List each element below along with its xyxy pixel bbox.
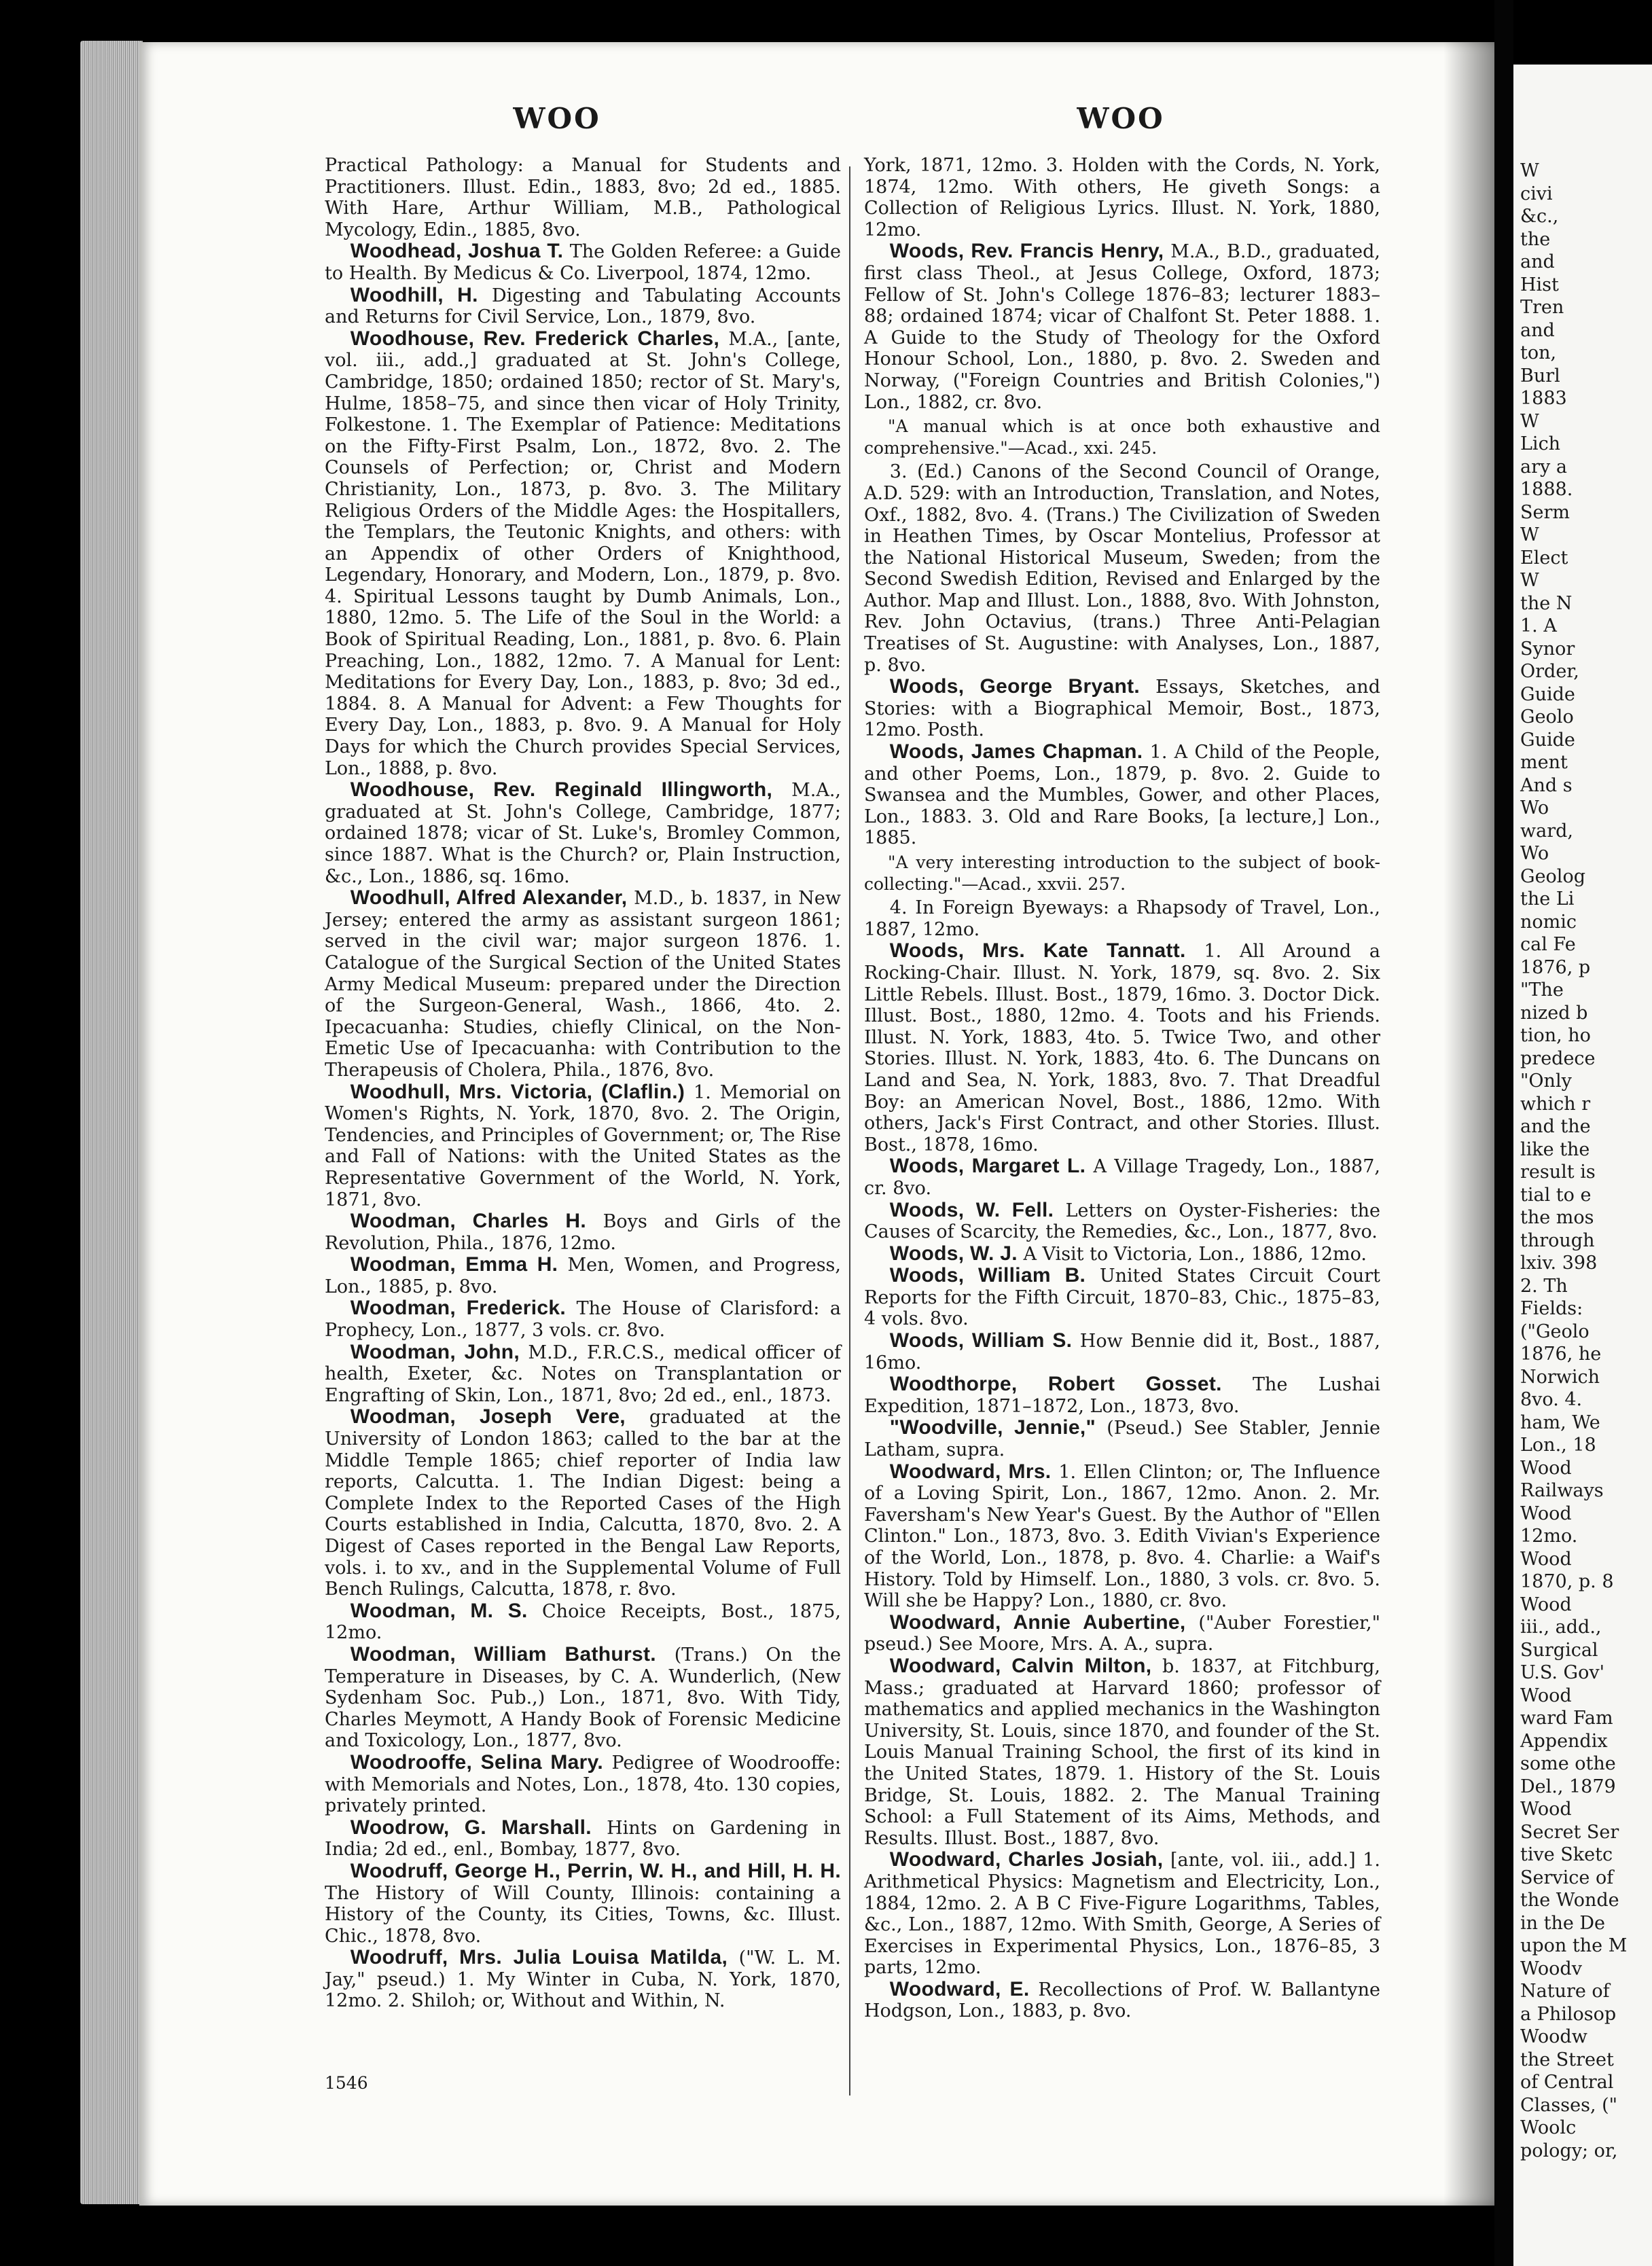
entry-heading: Woodward, Annie Aubertine, <box>889 1611 1186 1634</box>
entry-text: The House of Clarisford: a Prophecy, Lon., 1877, 3 vols. cr. 8vo. <box>325 1298 842 1342</box>
next-page-fragment: Guide <box>1520 729 1575 751</box>
next-page-fragment: the <box>1520 228 1551 250</box>
entry-heading: Woods, William B. <box>889 1264 1086 1287</box>
entry-heading: Woodward, Calvin Milton, <box>889 1654 1152 1677</box>
next-page-fragment: Wood <box>1520 1799 1572 1820</box>
entry-heading: Woodhull, Mrs. Victoria, (Claflin.) <box>350 1080 685 1103</box>
entry-text: 1. All Around a Rocking-Chair. Illust. N. York, 1879, sq. 8vo. 2. Six Little Rebels. Illust. Bost., 1879, 16mo. 3. Doctor Dick. Illust. Bost., 1880, 12mo. 4. Toots and his Friends. Illust. N. York, 1883, 4to. 5. Twice Two, and other Stories. Illust. N. York, 1883, 4to. 6. The Duncans on Land and Sea, N. York, 1883, 8vo. 7. That Dreadful Boy: an American Novel, Bost., 1886, 12mo. With others, Jack's First Contract, and other Stories. Illust. Bost., 1878, 16mo. <box>864 941 1380 1155</box>
entry-text: M.D., F.R.C.S., medical officer of health, Exeter, &c. Notes on Transplantation or Engrafting of Skin, Lon., 1871, 8vo; 2d ed., enl., 1873. <box>325 1342 841 1406</box>
next-page-fragment: Railways <box>1520 1480 1604 1501</box>
next-page-fragment: nized b <box>1520 1002 1588 1024</box>
bibliography-entry <box>325 1600 841 1644</box>
entry-text: M.D., b. 1837, in New Jersey; entered the army as assistant surgeon 1861; served in the civil war; major surgeon 1876. 1. Catalogue of the Surgical Section of the United States Army Medical Museum: prepared under the Direction of the Surgeon-General, Wash., 1866, 4to. 2. Ipecacuanha: Studies, chiefly Clinical, on the Non-Emetic Use of Ipecacuanha: with Contribution to the Therapeusis of Cholera, Phila., 1876, 8vo. <box>325 888 841 1081</box>
entry-heading: Woodman, Charles H. <box>350 1210 586 1233</box>
bibliography-entry <box>864 1417 1380 1460</box>
bibliography-entry <box>864 155 1380 240</box>
next-page-fragment: which r <box>1520 1093 1591 1115</box>
next-page-fragment: ward, <box>1520 820 1573 842</box>
next-page-fragment: Secret Ser <box>1520 1821 1619 1843</box>
bibliography-entry <box>864 240 1380 413</box>
next-page-fragment: upon the M <box>1520 1935 1628 1956</box>
entry-text: The Lushai Expedition, 1871–1872, Lon., 1873, 8vo. <box>864 1374 1380 1417</box>
next-page-fragment: &c., <box>1520 206 1559 227</box>
next-page-fragment: 12mo. <box>1520 1526 1578 1547</box>
entry-text: M.A., graduated at St. John's College, Cambridge, 1877; ordained 1878; vicar of St. Luke's, Bromley Common, since 1887. What is the Church? or, Plain Instruction, &c., Lon., 1886, sq. 16mo. <box>325 780 841 887</box>
next-page-fragment: Wood <box>1520 1594 1572 1615</box>
next-page-fragment: cal Fe <box>1520 934 1576 955</box>
entry-text: Choice Receipts, Bost., 1875, 12mo. <box>325 1600 841 1644</box>
next-page-fragment: ward Fam <box>1520 1708 1613 1729</box>
next-page-fragment: Woodw <box>1520 2026 1587 2047</box>
entry-text: Essays, Sketches, and Stories: with a Biographical Memoir, Bost., 1873, 12mo. Posth. <box>864 677 1380 741</box>
next-page-fragment: and <box>1520 319 1555 341</box>
entry-heading: Woods, Margaret L. <box>889 1155 1086 1178</box>
entry-heading: Woods, William S. <box>889 1329 1073 1352</box>
next-page-fragment: 1883 <box>1520 388 1567 409</box>
running-head-right: WOO <box>1077 102 1165 135</box>
running-head-left: WOO <box>513 102 601 135</box>
next-page-fragment: W <box>1520 410 1539 432</box>
next-page-fragment: and the <box>1520 1116 1591 1137</box>
entry-text: How Bennie did it, Bost., 1887, 16mo. <box>864 1331 1380 1373</box>
entry-heading: Woodward, Charles Josiah, <box>889 1848 1164 1871</box>
entry-text: [ante, vol. iii., add.] 1. Arithmetical Physics: Magnetism and Electricity, Lon., 1884, 12mo. 2. A B C Five-Figure Logarithms, Tables, &c., Lon., 1887, 12mo. With Smith, George, A Series of Exercises in Experimental Physics, Lon., 1876–85, 3 parts, 12mo. <box>864 1850 1380 1979</box>
bibliography-entry <box>325 155 841 240</box>
entry-text: (Pseud.) See Stabler, Jennie Latham, supra. <box>864 1418 1380 1461</box>
next-page-fragment: through <box>1520 1229 1595 1251</box>
entry-text: 4. In Foreign Byeways: a Rhapsody of Travel, Lon., 1887, 12mo. <box>864 897 1380 940</box>
page-number: 1546 <box>325 2073 368 2093</box>
next-page-fragment: civi <box>1520 183 1553 204</box>
next-page-fragment: 2. Th <box>1520 1275 1568 1297</box>
bibliography-entry <box>864 1849 1380 1979</box>
entry-heading: Woodhill, H. <box>350 283 478 306</box>
next-page-fragment: W <box>1520 160 1539 181</box>
bibliography-entry <box>864 940 1380 1155</box>
next-page-fragment: nomic <box>1520 911 1577 933</box>
bibliography-entry <box>325 1860 841 1947</box>
entry-text: ("W. L. M. Jay," pseud.) 1. My Winter in Cuba, N. York, 1870, 12mo. 2. Shiloh; or, Without and Within, N. <box>325 1947 841 2012</box>
entry-heading: Woodman, Frederick. <box>350 1297 567 1320</box>
entry-heading: Woodrooffe, Selina Mary. <box>350 1750 603 1774</box>
bibliography-entry <box>325 285 841 328</box>
entry-heading: Woods, W. J. <box>889 1242 1018 1265</box>
entry-heading: Woodthorpe, Robert Gosset. <box>889 1373 1222 1396</box>
next-page-fragment: And s <box>1520 774 1573 796</box>
next-page-fragment: Wood <box>1520 1503 1572 1524</box>
next-page-fragment: Woolc <box>1520 2117 1577 2138</box>
next-page-fragment: Elect <box>1520 547 1568 569</box>
entry-text: 1. Ellen Clinton; or, The Influence of a Loving Spirit, Lon., 1867, 12mo. Anon. 2. Mr. Faversham's New Year's Guest. By the Author of "Ellen Clinton." Lon., 1873, 8vo. 3. Edith Vivian's Experience of the World, Lon., 1878, p. 8vo. 4. Charlie: a Waif's History. Told by Himself. Lon., 1880, 3 vols. cr. 8vo. 5. Will she be Happy? Lon., 1880, cr. 8vo. <box>864 1461 1380 1612</box>
entry-heading: Woodruff, Mrs. Julia Louisa Matilda, <box>350 1946 728 1969</box>
next-page-fragment: tive Sketc <box>1520 1844 1613 1865</box>
next-page-fragment: "The <box>1520 979 1564 1001</box>
entry-heading: Woodman, M. S. <box>350 1599 528 1622</box>
entry-heading: Woodrow, G. Marshall. <box>350 1816 592 1839</box>
entry-text: (Trans.) On the Temperature in Diseases, by C. A. Wunderlich, (New Sydenham Soc. Pub.,) Lon., 1871, 8vo. With Tidy, Charles Meymott, A Handy Book of Forensic Medicine and Toxicology, Lon., 1877, 8vo. <box>325 1644 841 1752</box>
next-page-fragment: Surgical <box>1520 1639 1598 1661</box>
bibliography-entry <box>864 741 1380 849</box>
entry-heading: Woods, Rev. Francis Henry, <box>889 240 1164 263</box>
next-page-fragment: Serm <box>1520 501 1570 523</box>
next-page-fragment: lxiv. 398 <box>1520 1253 1598 1274</box>
next-page-fragment: pology; or, <box>1520 2140 1618 2161</box>
next-page-fragment: 1. A <box>1520 615 1557 636</box>
next-page-fragment: "Only <box>1520 1071 1572 1092</box>
entry-text: Digesting and Tabulating Accounts and Returns for Civil Service, Lon., 1879, 8vo. <box>325 285 841 328</box>
entry-heading: Woodman, Joseph Vere, <box>350 1405 626 1428</box>
entry-heading: Woods, George Bryant. <box>889 675 1141 698</box>
gutter-shadow <box>1443 42 1494 2206</box>
next-page-fragment: Wood <box>1520 1685 1572 1706</box>
next-page-fragment: W <box>1520 524 1539 545</box>
next-page-fragment: predece <box>1520 1047 1596 1069</box>
entry-text: A Village Tragedy, Lon., 1887, cr. 8vo. <box>864 1156 1380 1199</box>
entry-heading: Woods, James Chapman. <box>889 740 1143 763</box>
next-page-fragment: the N <box>1520 592 1573 614</box>
next-page-fragment: Norwich <box>1520 1366 1600 1388</box>
next-page-fragment: Synor <box>1520 638 1575 660</box>
next-page-fragment: of Central <box>1520 2072 1614 2093</box>
next-page-fragment: Del., 1879 <box>1520 1776 1616 1797</box>
bibliography-entry <box>325 1817 841 1860</box>
next-page-fragment: Appendix <box>1520 1730 1608 1752</box>
entry-text: York, 1871, 12mo. 3. Holden with the Cords, N. York, 1874, 12mo. With others, He giveth Songs: a Collection of Religious Lyrics. Illust. N. York, 1880, 12mo. <box>864 155 1380 240</box>
next-page-fragment: Tren <box>1520 297 1564 318</box>
next-page-fragment: Order, <box>1520 661 1579 682</box>
bibliography-entry <box>864 897 1380 940</box>
next-page-fragment: Wood <box>1520 1548 1572 1570</box>
next-page-fragment: ary a <box>1520 456 1567 478</box>
next-page-fragment: 1888. <box>1520 479 1573 500</box>
entry-text: 3. (Ed.) Canons of the Second Council of Orange, A.D. 529: with an Introduction, Translation, and Notes, Oxf., 1882, 8vo. 4. (Trans.) The Civilization of Sweden in Heathen Times, by Oscar Montelius, Professor at the National Historical Museum, Sweden; from the Second Swedish Edition, Revised and Enlarged by the Author. Map and Illust. Lon., 1888, 8vo. With Johnston, Rev. John Octavius, (trans.) Three Anti-Pelagian Treatises of St. Augustine: with Analyses, Lon., 1887, p. 8vo. <box>864 461 1380 676</box>
next-page-fragment: the Li <box>1520 888 1575 910</box>
next-page-fragment: Wo <box>1520 797 1549 819</box>
next-page-fragment: ment <box>1520 752 1568 773</box>
entry-heading: Woodman, John, <box>350 1340 520 1363</box>
bibliography-entry <box>864 1200 1380 1243</box>
column-right <box>864 155 1380 2022</box>
entry-text: 1. Memorial on Women's Rights, N. York, 1870, 8vo. 2. The Origin, Tendencies, and Principles of Government; or, The Rise and Fall of Nations: with the United States as the Representative Government of the World, N. York, 1871, 8vo. <box>325 1081 841 1210</box>
next-page-fragment: Wo <box>1520 843 1549 864</box>
next-page-fragment: Geolo <box>1520 706 1574 727</box>
next-page-fragment: Burl <box>1520 365 1560 386</box>
next-page-fragment: like the <box>1520 1138 1590 1160</box>
next-page-fragment: some othe <box>1520 1753 1616 1774</box>
entry-text: Hints on Gardening in India; 2d ed., enl., Bombay, 1877, 8vo. <box>325 1817 841 1860</box>
entry-heading: Woodman, Emma H. <box>350 1253 558 1276</box>
entry-heading: Woods, W. Fell. <box>889 1198 1054 1221</box>
next-page-fragment: Lon., 18 <box>1520 1435 1596 1456</box>
bibliography-entry <box>325 1210 841 1254</box>
bibliography-entry <box>325 779 841 887</box>
bibliography-entry <box>325 1947 841 2012</box>
entry-heading: Woodman, William Bathurst. <box>350 1642 656 1666</box>
next-page-fragment: tion, ho <box>1520 1025 1591 1046</box>
next-page-fragment: Lich <box>1520 433 1561 454</box>
entry-text: Practical Pathology: a Manual for Students and Practitioners. Illust. Edin., 1883, 8vo; 2d ed., 1885. With Hare, Arthur William, M.B., Pathological Mycology, Edin., 1885, 8vo. <box>325 155 841 240</box>
bibliography-entry <box>864 1461 1380 1612</box>
bibliography-entry <box>864 1155 1380 1199</box>
next-page-fragment: 1870, p. 8 <box>1520 1571 1614 1592</box>
entry-text: M.A., [ante, vol. iii., add.,] graduated at St. John's College, Cambridge, 1850; ordained 1850; rector of St. Mary's, Hulme, 1858–75, and since then vicar of Holy Trinity, Folkestone. 1. The Exemplar of Patience: Meditations on the Fifty-First Psalm, Lon., 1872, 8vo. 2. The Counsels of Perfection; or, Christ and Modern Christianity, Lon., 1873, p. 8vo. 3. The Military Religious Orders of the Middle Ages: the Hospitallers, the Templars, the Teutonic Knights, and others: with an Appendix of other Orders of Knighthood, Legendary, Honorary, and Modern, Lon., 1879, p. 8vo. 4. Spiritual Lessons taught by Dumb Animals, Lon., 1880, 12mo. 5. The Life of the Soul in the World: a Book of Spiritual Reading, Lon., 1881, p. 8vo. 6. Plain Preaching, Lon., 1882, 12mo. 7. A Manual for Lent: Meditations for Every Day, Lon., 1883, p. 8vo; 3d ed., 1884. 8. A Manual for Advent: a Few Thoughts for Every Day, Lon., 1883, p. 8vo. 9. A Manual for Holy Days for which the Church provides Special Services, Lon., 1888, p. 8vo. <box>325 328 841 779</box>
column-left <box>325 155 841 2012</box>
bibliography-entry <box>864 676 1380 741</box>
bibliography-entry <box>325 328 841 779</box>
entry-text: Men, Women, and Progress, Lon., 1885, p. 8vo. <box>325 1255 841 1297</box>
bibliography-entry <box>325 1081 841 1211</box>
next-page-fragment: W <box>1520 570 1539 591</box>
entry-heading: Woodward, E. <box>889 1977 1030 2000</box>
entry-heading: Woodward, Mrs. <box>889 1460 1052 1483</box>
next-page-fragment: ("Geolo <box>1520 1320 1590 1342</box>
entry-heading: Woodhull, Alfred Alexander, <box>350 886 628 910</box>
bibliography-entry <box>864 1655 1380 1849</box>
next-page-cutoff <box>1513 65 1652 2266</box>
next-page-fragment: 1876, he <box>1520 1344 1602 1365</box>
bibliography-entry <box>325 240 841 284</box>
bibliography-entry <box>325 1342 841 1407</box>
entry-text: Pedigree of Woodrooffe: with Memorials and Notes, Lon., 1878, 4to. 130 copies, privately printed. <box>325 1752 841 1817</box>
next-page-text-fragments <box>1520 160 1652 2162</box>
next-page-fragment: result is <box>1520 1162 1596 1183</box>
bibliography-entry <box>864 1265 1380 1330</box>
bibliography-entry <box>325 1752 841 1817</box>
bibliography-entry <box>325 1254 841 1297</box>
entry-text: 1. A Child of the People, and other Poems, Lon., 1879, p. 8vo. 2. Guide to Swansea and the Mumbles, Gower, and other Places, Lon., 1883. 3. Old and Rare Books, [a lecture,] Lon., 1885. <box>864 742 1380 849</box>
next-page-fragment: Wood <box>1520 1457 1572 1479</box>
next-page-fragment: in the De <box>1520 1912 1606 1934</box>
next-page-fragment: iii., add., <box>1520 1617 1602 1638</box>
bibliography-entry <box>864 1612 1380 1655</box>
next-page-fragment: Hist <box>1520 274 1559 295</box>
next-page-fragment: Classes, (" <box>1520 2094 1618 2116</box>
entry-text: The Golden Referee: a Guide to Health. By Medicus & Co. Liverpool, 1874, 12mo. <box>325 241 841 284</box>
bibliography-entry <box>325 1406 841 1600</box>
bibliography-entry <box>864 1979 1380 2022</box>
entry-text: Letters on Oyster-Fisheries: the Causes of Scarcity, the Remedies, &c., Lon., 1877, 8vo. <box>864 1200 1380 1243</box>
entry-heading: "Woodville, Jennie," <box>889 1416 1096 1439</box>
next-page-fragment: Geolog <box>1520 865 1585 887</box>
next-page-fragment: U.S. Gov' <box>1520 1662 1605 1683</box>
entry-text: b. 1837, at Fitchburg, Mass.; graduated at Harvard 1860; professor of mathematics and applied mechanics in the Washington University, St. Louis, since 1870, and founder of the St. Louis Manual Training School, the first of its kind in the United States, 1879. 1. History of the St. Louis Bridge, St. Louis, 1882. 2. The Manual Training School: a Full Statement of its Aims, Methods, and Results. Illust. Bost., 1887, 8vo. <box>864 1655 1380 1849</box>
entry-heading: Woodruff, George H., Perrin, W. H., and Hill, H. H. <box>350 1859 841 1882</box>
review-quote: "A very interesting introduction to the subject of book-collecting."—Acad., xxvii. 257. <box>864 852 1380 894</box>
book-binding <box>1494 0 1513 2266</box>
next-page-fragment: ham, We <box>1520 1411 1600 1433</box>
next-page-fragment: ton, <box>1520 342 1557 363</box>
book-page-edges <box>80 41 143 2204</box>
next-page-fragment: Nature of <box>1520 1981 1610 2002</box>
next-page-fragment: a Philosop <box>1520 2003 1617 2025</box>
entry-heading: Woodhouse, Rev. Frederick Charles, <box>350 327 720 350</box>
bibliography-entry <box>864 461 1380 676</box>
next-page-fragment: Service of <box>1520 1867 1614 1888</box>
column-divider <box>849 166 850 2096</box>
entry-text: United States Circuit Court Reports for the Fifth Circuit, 1870–83, Chic., 1875–83, 4 vols. 8vo. <box>864 1265 1380 1330</box>
bibliography-entry <box>864 1243 1380 1265</box>
next-page-fragment: Guide <box>1520 683 1575 705</box>
entry-heading: Woods, Mrs. Kate Tannatt. <box>889 939 1186 963</box>
entry-text: M.A., B.D., graduated, first class Theol., at Jesus College, Oxford, 1873; Fellow of St. John's College 1876–83; lecturer 1883–88; ordained 1874; vicar of Chalfont St. Peter 1888. 1. A Guide to the Study of Theology for the Oxford Honour School, Lon., 1880, p. 8vo. 2. Sweden and Norway, ("Foreign Countries and British Colonies,") Lon., 1882, cr. 8vo. <box>864 241 1380 413</box>
entry-text: Boys and Girls of the Revolution, Phila., 1876, 12mo. <box>325 1211 841 1254</box>
next-page-fragment: tial to e <box>1520 1184 1592 1206</box>
bibliography-entry <box>325 887 841 1081</box>
next-page-fragment: the Street <box>1520 2049 1614 2070</box>
bibliography-entry <box>864 1330 1380 1373</box>
review-quote: "A manual which is at once both exhaustive and comprehensive."—Acad., xxi. 245. <box>864 416 1380 458</box>
next-page-fragment: 8vo. 4. <box>1520 1389 1583 1410</box>
entry-heading: Woodhead, Joshua T. <box>350 240 564 263</box>
next-page-fragment: 1876, p <box>1520 956 1591 978</box>
entry-text: Recollections of Prof. W. Ballantyne Hodgson, Lon., 1883, p. 8vo. <box>864 1979 1380 2022</box>
entry-text: A Visit to Victoria, Lon., 1886, 12mo. <box>1023 1243 1367 1265</box>
entry-text: graduated at the University of London 1863; called to the bar at the Middle Temple 1865; chief reporter of India law reports, Calcutta. 1. The Indian Digest: being a Complete Index to the Reported Cases of the High Courts established in India, Calcutta, 1870, 8vo. 2. A Digest of Cases reported in the Bengal Law Reports, vols. i. to xv., and in the Supplemental Volume of Full Bench Rulings, Calcutta, 1878, r. 8vo. <box>325 1407 841 1600</box>
next-page-fragment: the mos <box>1520 1207 1594 1228</box>
bibliography-entry <box>325 1644 841 1752</box>
bibliography-entry <box>864 1373 1380 1417</box>
next-page-fragment: Woodv <box>1520 1958 1582 1979</box>
next-page-fragment: Fields: <box>1520 1298 1583 1319</box>
bibliography-entry <box>325 1297 841 1341</box>
entry-text: The History of Will County, Illinois: containing a History of the County, its Cities, Towns, &c. Illust. Chic., 1878, 8vo. <box>325 1882 841 1947</box>
entry-text: ("Auber Forestier," pseud.) See Moore, Mrs. A. A., supra. <box>864 1612 1380 1655</box>
entry-heading: Woodhouse, Rev. Reginald Illingworth, <box>350 778 773 802</box>
next-page-fragment: and <box>1520 251 1555 272</box>
next-page-fragment: the Wonde <box>1520 1890 1619 1911</box>
